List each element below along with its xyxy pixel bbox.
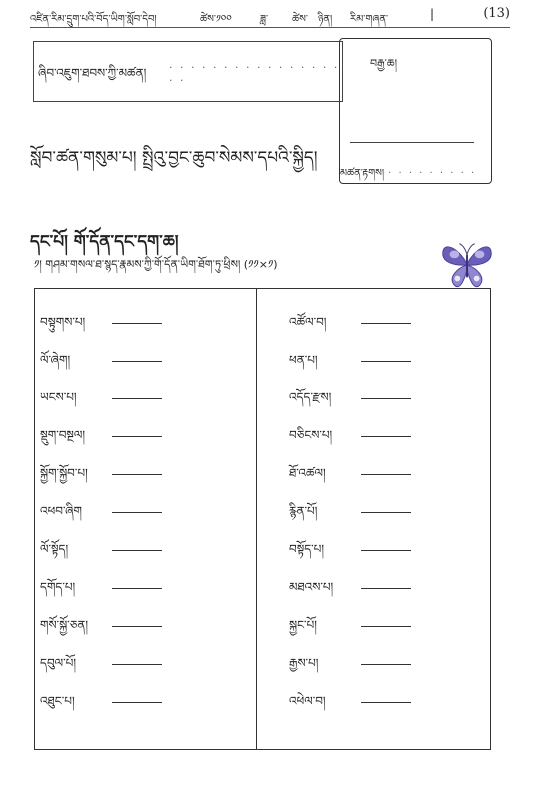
score-line[interactable] [350,142,474,143]
word-row [40,646,180,670]
answer-blank[interactable] [361,702,411,703]
section-title: དང་པོ། གོ་དོན་དང་དག་ཆ། [30,232,179,252]
word-row [40,684,180,708]
word-row [289,608,429,632]
answer-blank[interactable] [112,436,162,437]
answer-blank[interactable] [112,512,162,513]
word-row [40,380,180,404]
vocab-word: མཐའས་པ། [289,580,334,594]
score-label: བརྒྱ་ཆ། [370,57,398,70]
vocab-word: དབུལ་པོ། [40,656,76,670]
vocab-word: སྡུག་བསྔལ། [40,428,86,442]
vocab-word: རྒྱས་པ། [289,656,319,670]
answer-blank[interactable] [361,664,411,665]
answer-blank[interactable] [112,702,162,703]
vocab-word: འཐུང་པ། [40,694,75,708]
answer-blank[interactable] [112,398,162,399]
answer-blank[interactable] [112,626,162,627]
vocab-word: འདོད་རྫས། [289,390,332,404]
vocab-word: བཅིངས་པ། [289,428,333,442]
score-box [339,38,492,184]
answer-blank[interactable] [361,474,411,475]
vocab-word: ལོ་ཞེག། [40,353,71,367]
lesson-title: སློབ་ཚན་གསུམ་པ། སྤྲིའུ་བྱང་ཆུབ་སེམས་དཔའི་སྐྱིད། [30,148,318,168]
header-field-day: ཉིན། [318,14,333,25]
vocab-word: ལོ་སྟོད། [40,542,69,556]
header-rule [30,27,510,28]
word-row [289,305,429,329]
answer-blank[interactable] [112,664,162,665]
answer-blank[interactable] [361,398,411,399]
header-field-date: ཚེས་ [292,14,308,25]
column-divider [256,289,257,749]
word-row [40,532,180,556]
signature-label: མཚན་རྟགས། [340,168,385,179]
exercise-instruction: ༡། གཤམ་གསལ་ཐ་སྙད་རྣམས་ཀྱི་གོ་དོན་ཡིག་ཐོག་ཏུ་ཕྲིས། (༡༡×༡) [34,258,278,271]
vocab-word: སྐྱང་པོ། [289,618,317,632]
vocab-word: ཐོ་འཚལ། [289,466,326,480]
answer-blank[interactable] [112,323,162,324]
answer-blank[interactable] [361,436,411,437]
vocab-word: སྐྱོག་སྐྱོབ་པ། [40,466,88,480]
vocab-word: གསོ་སྐྱོ་ཅན། [40,618,88,632]
word-row [289,343,429,367]
answer-blank[interactable] [112,361,162,362]
header-field-month: ཟླ་ [260,14,269,25]
vocab-word: ཡངས་པ། [40,390,77,404]
answer-blank[interactable] [361,512,411,513]
book-title: འཛིན་རིམ་དྲུག་པའི་བོད་ཡིག་སློབ་དེབ། [30,14,157,25]
word-row [40,343,180,367]
page-number: (13) [483,6,510,21]
vocab-word: བསྟུགས་པ། [40,315,86,329]
word-row [289,570,429,594]
answer-blank[interactable] [361,323,411,324]
name-box [33,41,343,102]
vocab-word: རྙིན་པོ། [289,504,318,518]
header-field-class: རིམ་གཞན་ [350,14,389,25]
header-separator: | [430,7,435,21]
word-row [289,418,429,442]
word-row [40,418,180,442]
vocab-word: འཕེལ་བ། [289,694,326,708]
word-row [289,456,429,480]
word-row [40,494,180,518]
vocab-word: ཕན་པ། [289,353,318,367]
signature-fill-line[interactable]: · · · · · · · · · [388,168,477,179]
answer-blank[interactable] [361,626,411,627]
answer-blank[interactable] [112,588,162,589]
word-row [40,608,180,632]
vocab-word: འཕབ་ཞིག [40,504,82,518]
word-row [289,646,429,670]
name-fill-line[interactable]: · · · · · · · · · · · · · · · · · · [169,61,340,87]
word-row [289,380,429,404]
butterfly-icon [438,234,496,294]
word-row [289,494,429,518]
word-row [40,305,180,329]
name-label: ཞིབ་འཇུག་ཐབས་ཀྱི་མཚན། [38,66,147,80]
vocab-word: འཚོལ་བ། [289,315,327,329]
vocab-word: བསྟོད་པ། [289,542,325,556]
word-row [289,684,429,708]
header-field-lesson: ཚེས་༡༠༠ [200,14,232,25]
word-row [40,456,180,480]
signature-row [340,162,476,190]
answer-blank[interactable] [361,550,411,551]
answer-blank[interactable] [112,550,162,551]
answer-blank[interactable] [361,361,411,362]
word-list-box [34,288,491,750]
answer-blank[interactable] [361,588,411,589]
word-row [289,532,429,556]
vocab-word: དགོད་པ། [40,580,76,594]
page-header [30,4,510,26]
answer-blank[interactable] [112,474,162,475]
word-row [40,570,180,594]
